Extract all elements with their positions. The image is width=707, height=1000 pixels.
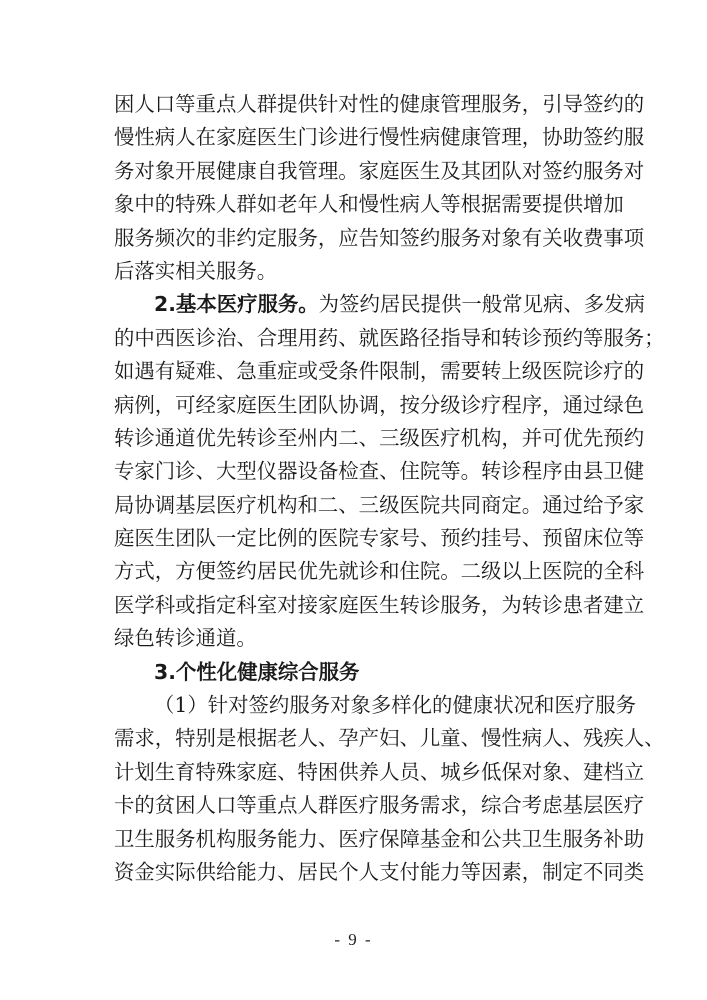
section2-heading: 2.基本医疗服务。 (154, 292, 319, 317)
text-line: 计划生育特殊家庭、特困供养人员、城乡低保对象、建档立 (114, 759, 645, 784)
text-line: 卡的贫困人口等重点人群医疗服务需求，综合考虑基层医疗 (114, 793, 645, 818)
text-line: 卫生服务机构服务能力、医疗保障基金和公共卫生服务补助 (114, 826, 645, 851)
text-line: 病例，可经家庭医生团队协调，按分级诊疗程序，通过绿色 (114, 392, 645, 417)
section3-heading-line (114, 656, 602, 689)
section2-first-line-text: 为签约居民提供一般常见病、多发病 (318, 292, 645, 317)
text-line: 资金实际供给能力、居民个人支付能力等因素，制定不同类 (114, 859, 645, 884)
text-line: 的中西医诊治、合理用药、就医路径指导和转诊预约等服务； (114, 325, 665, 350)
text-line: 服务频次的非约定服务，应告知签约服务对象有关收费事项 (114, 225, 645, 250)
text-line: 需求，特别是根据老人、孕产妇、儿童、慢性病人、残疾人、 (114, 726, 665, 751)
text-line: 务对象开展健康自我管理。家庭医生及其团队对签约服务对 (114, 158, 645, 183)
text-line: 局协调基层医疗机构和二、三级医院共同商定。通过给予家 (114, 492, 645, 517)
text-line: 如遇有疑难、急重症或受条件限制，需要转上级医院诊疗的 (114, 359, 645, 384)
text-line: 慢性病人在家庭医生门诊进行慢性病健康管理，协助签约服 (114, 125, 645, 150)
text-line: 医学科或指定科室对接家庭医生转诊服务，为转诊患者建立 (114, 592, 645, 617)
text-line: 困人口等重点人群提供针对性的健康管理服务，引导签约的 (114, 92, 645, 116)
text-line: 方式，方便签约居民优先就诊和住院。二级以上医院的全科 (114, 559, 645, 584)
document-body (114, 88, 665, 889)
text-line: 后落实相关服务。 (114, 258, 278, 283)
text-line: 庭医生团队一定比例的医院专家号、预约挂号、预留床位等 (114, 526, 645, 551)
text-line: 专家门诊、大型仪器设备检查、住院等。转诊程序由县卫健 (114, 459, 645, 484)
text-line: 绿色转诊通道。 (114, 626, 257, 651)
text-line: 象中的特殊人群如老年人和慢性病人等根据需要提供增加 (114, 192, 624, 217)
text-line: （1）针对签约服务对象多样化的健康状况和医疗服务 (154, 693, 636, 718)
section3-heading: 3.个性化健康综合服务 (154, 659, 360, 684)
section2-first-line (114, 288, 645, 321)
page-number: - 9 - (334, 930, 373, 949)
text-line: 转诊通道优先转诊至州内二、三级医疗机构，并可优先预约 (114, 425, 645, 450)
